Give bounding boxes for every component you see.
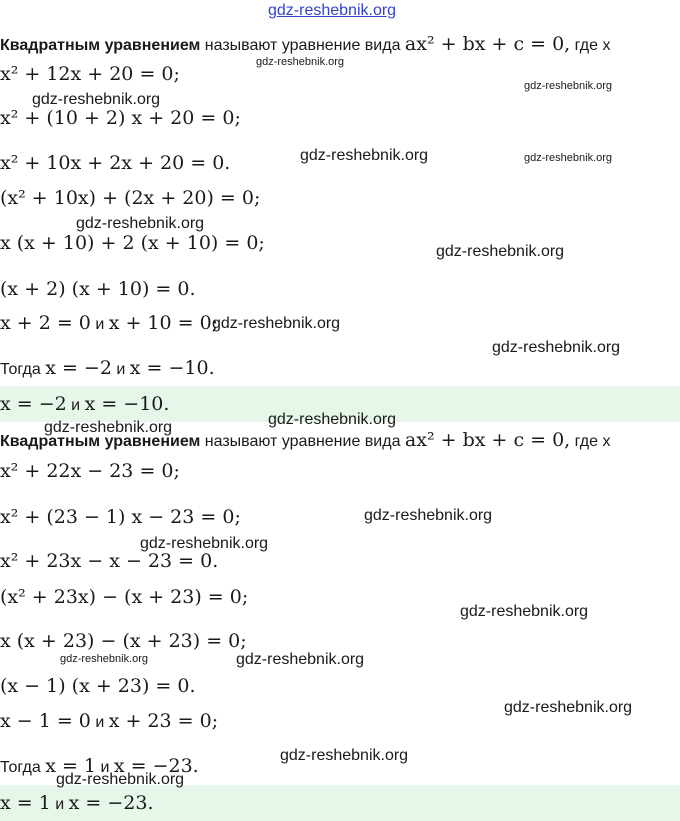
- watermark: gdz-reshebnik.org: [524, 152, 613, 164]
- and-word: и: [90, 316, 109, 333]
- intro-line-1: [0, 33, 610, 55]
- and-word: и: [111, 361, 130, 378]
- intro-text: называют уравнение вида: [200, 433, 405, 450]
- p2-then-a: x = 1: [45, 755, 97, 777]
- p2-answer-b: x = −23.: [68, 792, 154, 814]
- watermark: gdz-reshebnik.org: [212, 315, 341, 332]
- intro-tail: где x: [570, 433, 611, 450]
- then-word: Тогда: [0, 361, 46, 378]
- p1-root-eq-b: x + 10 = 0;: [108, 312, 219, 334]
- watermark: gdz-reshebnik.org: [76, 215, 205, 232]
- p1-step-4: (x² + 10x) + (2x + 20) = 0;: [0, 187, 261, 209]
- p2-step-5: x (x + 23) − (x + 23) = 0;: [0, 630, 247, 652]
- p1-step-5: x (x + 10) + 2 (x + 10) = 0;: [0, 232, 265, 254]
- watermark: gdz-reshebnik.org: [300, 147, 429, 164]
- p1-answer-b: x = −10.: [84, 393, 170, 415]
- p1-then-b: x = −10.: [129, 357, 215, 379]
- watermark: gdz-reshebnik.org: [56, 771, 185, 788]
- watermark: gdz-reshebnik.org: [32, 91, 161, 108]
- p1-step-6: (x + 2) (x + 10) = 0.: [0, 278, 196, 300]
- watermark: gdz-reshebnik.org: [504, 699, 633, 716]
- watermark: gdz-reshebnik.org: [460, 603, 589, 620]
- and-word: и: [66, 397, 85, 414]
- watermark: gdz-reshebnik.org: [60, 653, 149, 665]
- p2-step-3: x² + 23x − x − 23 = 0.: [0, 550, 219, 572]
- p2-answer-a: x = 1: [0, 792, 51, 814]
- p2-answer: [0, 792, 154, 814]
- p1-step-1: x² + 12x + 20 = 0;: [0, 63, 180, 85]
- watermark: gdz-reshebnik.org: [44, 419, 173, 436]
- intro-formula: ax² + bx + c = 0,: [404, 429, 571, 451]
- intro-text: называют уравнение вида: [200, 37, 405, 54]
- p1-roots-equations: [0, 312, 218, 334]
- p2-root-eq-b: x + 23 = 0;: [108, 710, 219, 732]
- watermark-link[interactable]: gdz-reshebnik.org: [268, 2, 397, 19]
- p1-answer: [0, 393, 169, 415]
- watermark: gdz-reshebnik.org: [492, 339, 621, 356]
- intro-formula: ax² + bx + c = 0,: [404, 33, 571, 55]
- and-word: и: [90, 714, 109, 731]
- p1-then-line: [0, 357, 215, 379]
- p2-root-eq-a: x − 1 = 0: [0, 710, 91, 732]
- intro-tail: где x: [570, 37, 611, 54]
- watermark: gdz-reshebnik.org: [280, 747, 409, 764]
- p1-then-a: x = −2: [45, 357, 112, 379]
- and-word: и: [96, 759, 114, 776]
- watermark: gdz-reshebnik.org: [236, 651, 365, 668]
- p1-answer-a: x = −2: [0, 393, 67, 415]
- and-word: и: [50, 796, 69, 813]
- watermark: gdz-reshebnik.org: [140, 535, 269, 552]
- p2-then-b: x = −23.: [113, 755, 199, 777]
- p2-step-6: (x − 1) (x + 23) = 0.: [0, 675, 196, 697]
- watermark: gdz-reshebnik.org: [268, 411, 397, 428]
- then-word: Тогда: [0, 759, 46, 776]
- p2-step-4: (x² + 23x) − (x + 23) = 0;: [0, 586, 249, 608]
- intro-bold: Квадратным уравнением: [0, 433, 201, 450]
- p2-step-2: x² + (23 − 1) x − 23 = 0;: [0, 506, 241, 528]
- watermark: gdz-reshebnik.org: [256, 56, 345, 68]
- intro-bold: Квадратным уравнением: [0, 37, 201, 54]
- watermark: gdz-reshebnik.org: [364, 507, 493, 524]
- p2-roots-equations: [0, 710, 218, 732]
- watermark: gdz-reshebnik.org: [436, 243, 565, 260]
- p1-step-3: x² + 10x + 2x + 20 = 0.: [0, 152, 231, 174]
- p1-root-eq-a: x + 2 = 0: [0, 312, 91, 334]
- p2-step-1: x² + 22x − 23 = 0;: [0, 460, 180, 482]
- p1-step-2: x² + (10 + 2) x + 20 = 0;: [0, 107, 241, 129]
- watermark: gdz-reshebnik.org: [524, 80, 613, 92]
